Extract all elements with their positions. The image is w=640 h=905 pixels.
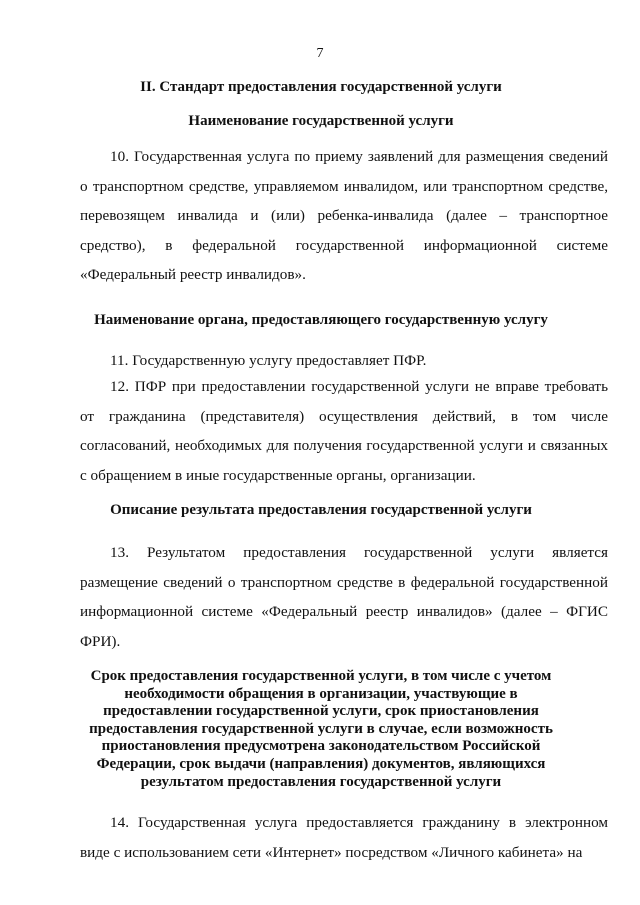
- page-number: 7: [316, 46, 324, 61]
- heading-organ-name: Наименование органа, предоставляющего государственную услугу: [94, 312, 548, 328]
- paragraph-10: 10. Государственная услуга по приему заявлений для размещения сведений о транспортном средстве, управляемом инвалидом, или транспортном средстве, перевозящем инвалида и (или) ребенка-инвалида (далее – транспортное средство), в федеральной государственной информационной системе «Федеральный реестр инвалидов».: [80, 148, 608, 283]
- heading-result-description: Описание результата предоставления государственной услуги: [110, 502, 532, 518]
- paragraph-13: 13. Результатом предоставления государственной услуги является размещение сведений о транспортном средстве в федеральной государственной информационной системе «Федеральный реестр инвалидов» (далее – ФГИС ФРИ).: [80, 544, 608, 650]
- paragraph-14: 14. Государственная услуга предоставляется гражданину в электронном виде с использованием сети «Интернет» посредством «Личного кабинета» на: [80, 814, 608, 861]
- paragraph-12: 12. ПФР при предоставлении государственной услуги не вправе требовать от гражданина (представителя) осуществления действий, в том числе согласований, необходимых для получения государственной услуги и связанных с обращением в иные государственные органы, организации.: [80, 378, 608, 484]
- heading-service-name: Наименование государственной услуги: [188, 113, 454, 129]
- heading-term: Срок предоставления государственной услуги, в том числе с учетом необходимости обращения в организации, участвующие в предоставлении государственной услуги, срок приостановления предоставления государственной услуги в случае, если возможность приостановления предусмотрена законодательством Российской Федерации, срок выдачи (направления) документов, являющихся результатом предоставления государственной услуги: [89, 668, 553, 790]
- paragraph-11: 11. Государственную услугу предоставляет ПФР.: [110, 352, 427, 369]
- section-title: II. Стандарт предоставления государственной услуги: [140, 79, 502, 95]
